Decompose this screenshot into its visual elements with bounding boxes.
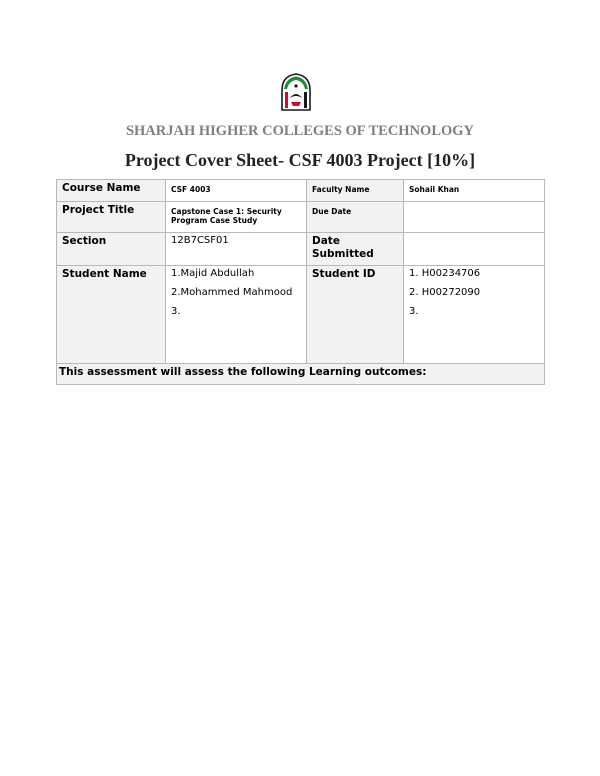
learning-outcomes-heading: This assessment will assess the following Learning outcomes: xyxy=(57,364,545,385)
course-name-value: CSF 4003 xyxy=(166,180,307,202)
student-names-cell xyxy=(166,266,307,364)
student-id-1: 1. H00234706 xyxy=(409,268,481,279)
project-title-value: Capstone Case 1: Security Program Case Study xyxy=(166,202,307,233)
student-id-label: Student ID xyxy=(307,266,404,364)
table-row xyxy=(57,364,545,385)
student-name-label: Student Name xyxy=(57,266,166,364)
student-ids-cell xyxy=(404,266,545,364)
table-row xyxy=(57,266,545,364)
due-date-label: Due Date xyxy=(307,202,404,233)
section-value: 12B7CSF01 xyxy=(166,233,307,266)
student-id-3: 3. xyxy=(409,306,419,317)
table-row xyxy=(57,180,545,202)
document-title: Project Cover Sheet- CSF 4003 Project [10%] xyxy=(124,150,476,170)
date-submitted-value xyxy=(404,233,545,266)
hct-emblem-icon xyxy=(278,72,314,112)
project-title-label: Project Title xyxy=(57,202,166,233)
cover-sheet-table xyxy=(56,179,545,385)
student-name-3: 3. xyxy=(171,306,181,317)
student-id-2: 2. H00272090 xyxy=(409,287,481,298)
section-label: Section xyxy=(57,233,166,266)
faculty-name-label: Faculty Name xyxy=(307,180,404,202)
table-row xyxy=(57,202,545,233)
institution-name: SHARJAH HIGHER COLLEGES OF TECHNOLOGY xyxy=(125,123,475,139)
date-submitted-label: Date Submitted xyxy=(307,233,404,266)
student-name-2: 2.Mohammed Mahmood xyxy=(171,287,293,298)
student-name-1: 1.Majid Abdullah xyxy=(171,268,255,279)
course-name-label: Course Name xyxy=(57,180,166,202)
due-date-value xyxy=(404,202,545,233)
table-row xyxy=(57,233,545,266)
faculty-name-value: Sohail Khan xyxy=(404,180,545,202)
